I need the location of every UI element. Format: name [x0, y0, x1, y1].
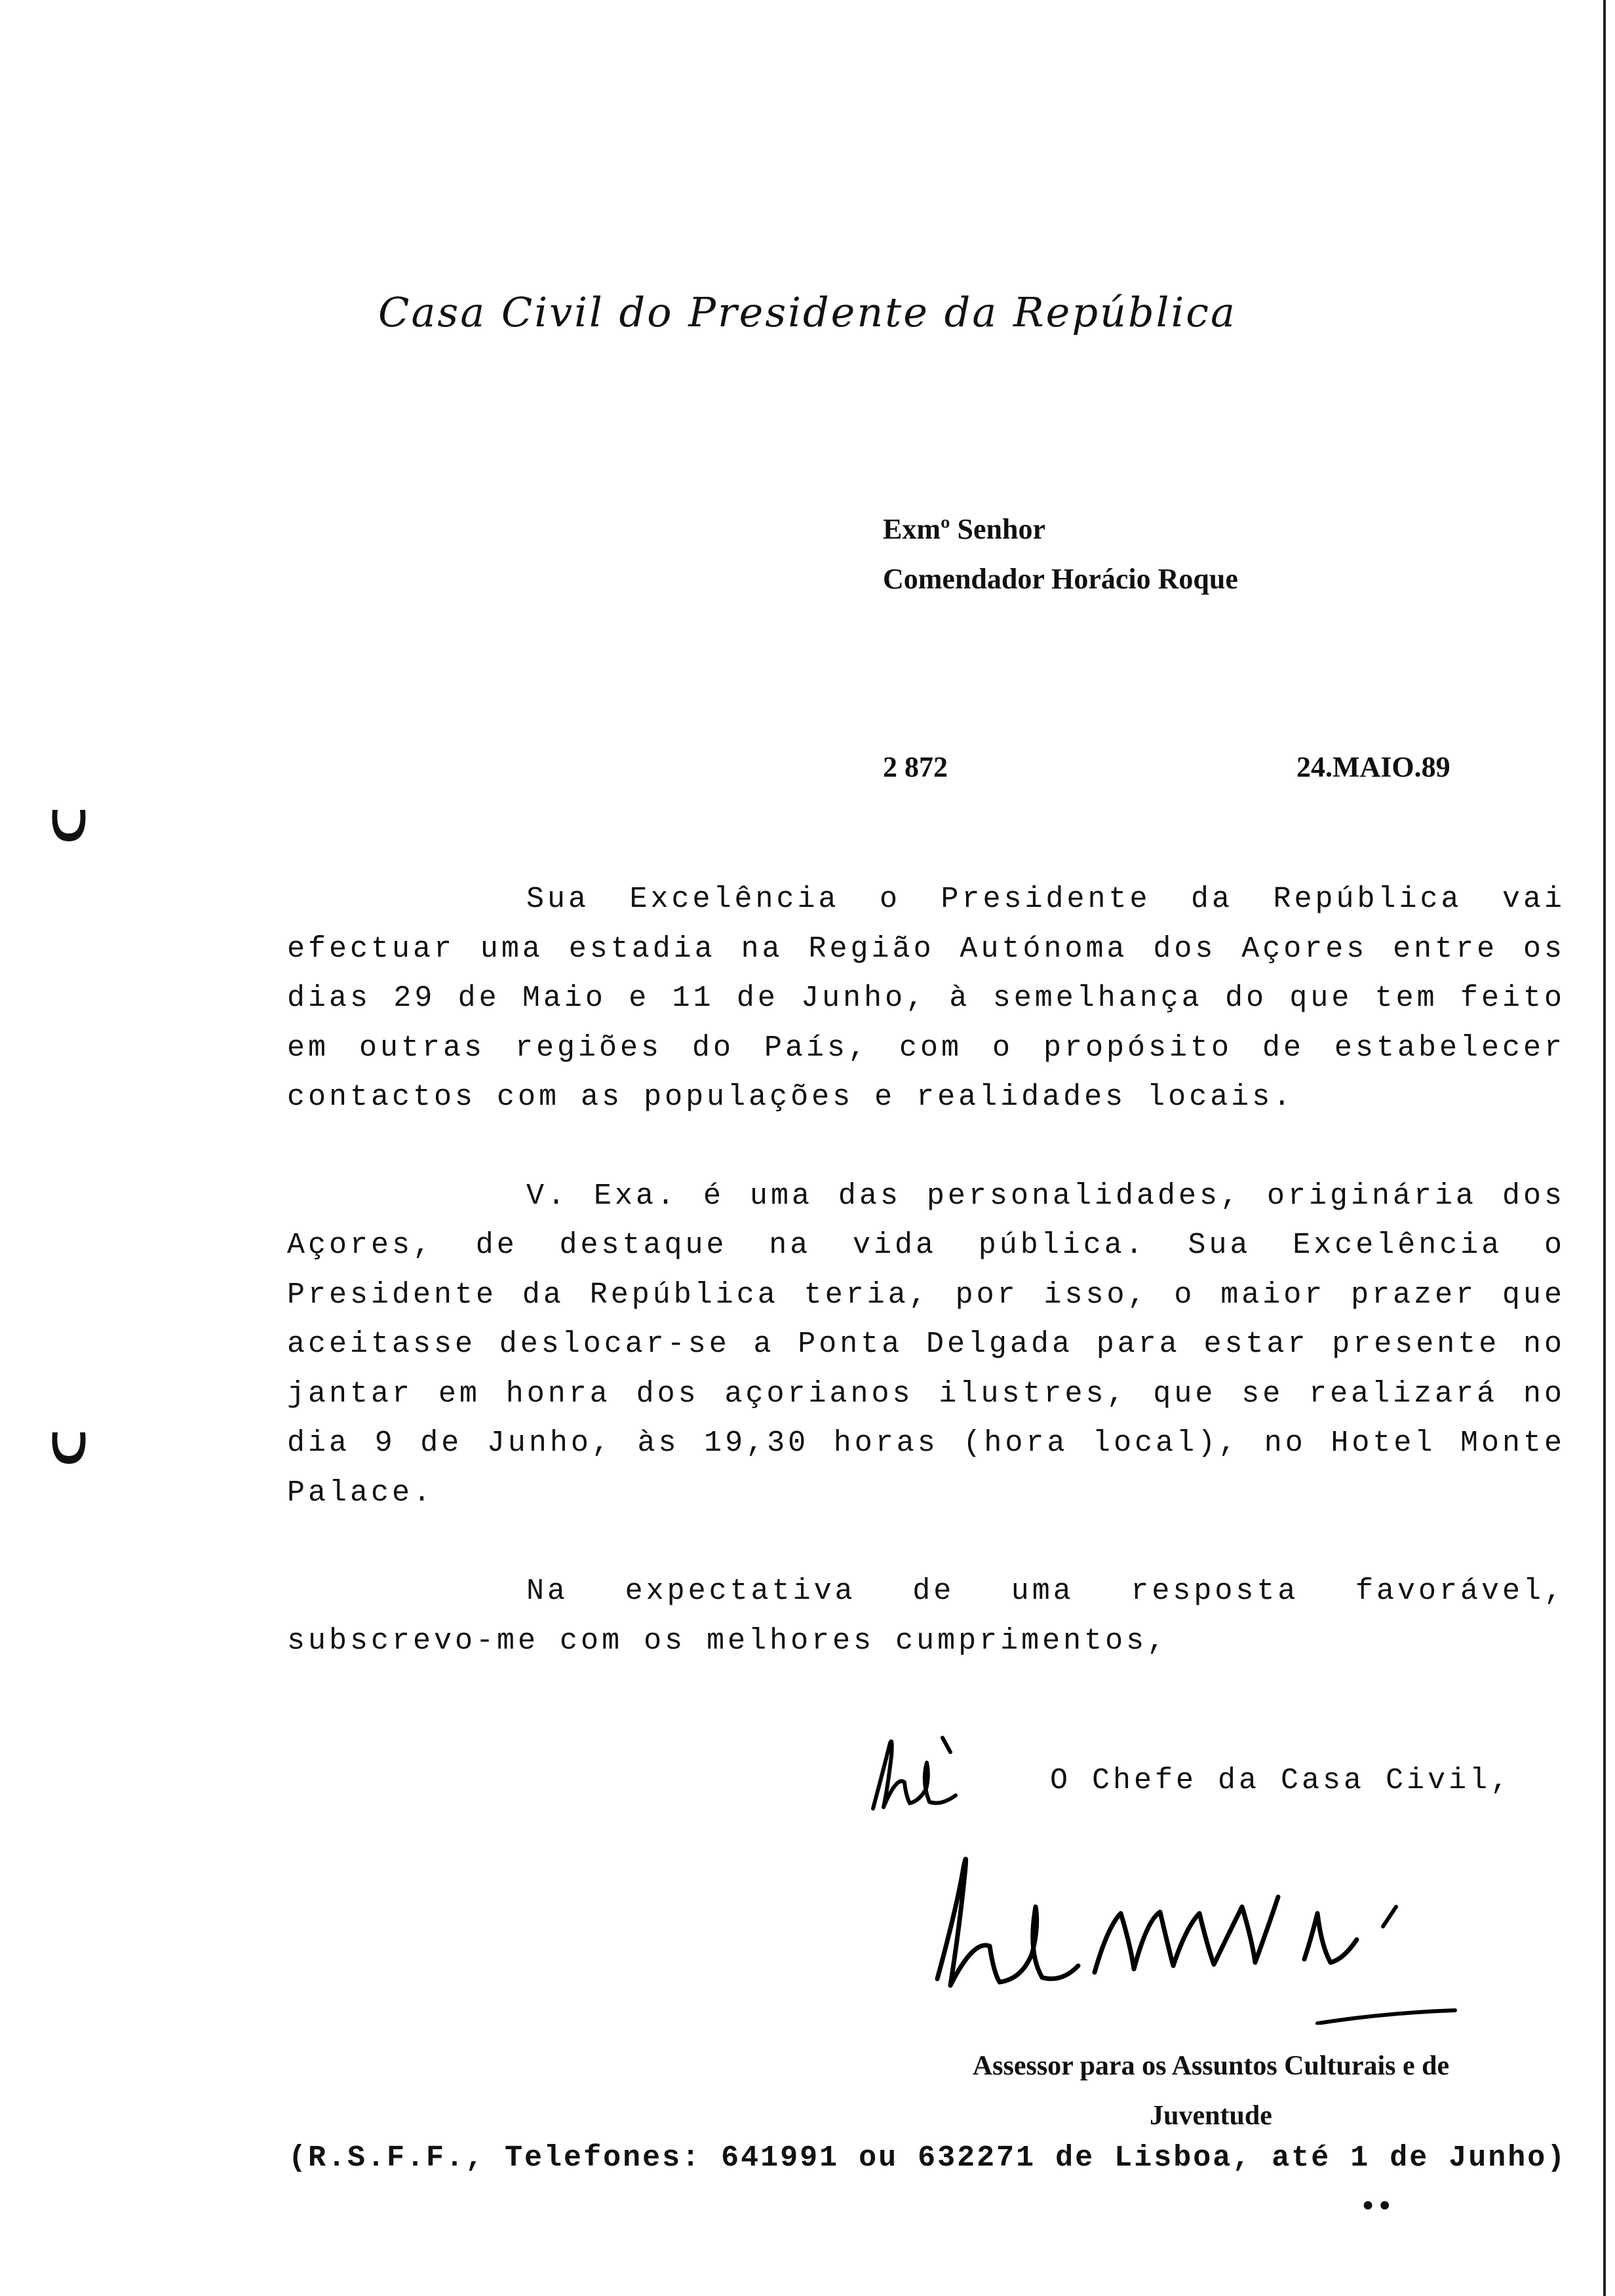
body-paragraph: Sua Excelência o Presidente da República vai efectuar uma estadia na Região Autónoma dos Açores entre os dias 29 de Maio e 11 de Junho, à semelhança do que tem feito em outras regiões do País, com o propósito de estabelecer contactos com as populações e realidades locais.: [287, 883, 1565, 1114]
letter-date: 24.MAIO.89: [1296, 751, 1450, 783]
signer-role-line: Juventude: [1150, 2101, 1272, 2131]
scan-speck: ● ●: [1362, 2194, 1391, 2215]
signer-role: [846, 2041, 1576, 2141]
recipient-name: Comendador Horácio Roque: [883, 563, 1238, 595]
reference-number: 2 872: [883, 751, 948, 783]
letterhead-title: Casa Civil do Presidente da República: [378, 288, 1237, 336]
recipient-salutation: Exmº Senhor: [883, 513, 1045, 545]
recipient-block: [883, 505, 1238, 604]
signer-role-line: Assessor para os Assuntos Culturais e de: [972, 2051, 1450, 2081]
handwritten-signature: [911, 1828, 1501, 2025]
body-paragraph: V. Exa. é uma das personalidades, originária dos Açores, de destaque na vida pública. Sua Excelência o Presidente da República teria, por isso, o maior prazer que aceitasse deslocar-se a Ponta Delgada para estar presente no jantar em honra dos açorianos ilustres, que se realizará no dia 9 de Junho, às 19,30 horas (hora local), no Hotel Monte Palace.: [287, 1179, 1565, 1510]
page-edge: [1603, 0, 1606, 2296]
body-paragraph: Na expectativa de uma resposta favorável, subscrevo-me com os melhores cumprimentos,: [287, 1575, 1565, 1658]
closing-title: O Chefe da Casa Civil,: [1050, 1764, 1512, 1797]
punch-hole-icon: [49, 1427, 89, 1468]
punch-hole-icon: [49, 805, 89, 845]
letter-body: [287, 875, 1565, 1715]
signature-area: [852, 1730, 1573, 2057]
footer-note: (R.S.F.F., Telefones: 641991 ou 632271 de Lisboa, até 1 de Junho): [288, 2141, 1567, 2175]
handwritten-initials: [864, 1730, 975, 1822]
